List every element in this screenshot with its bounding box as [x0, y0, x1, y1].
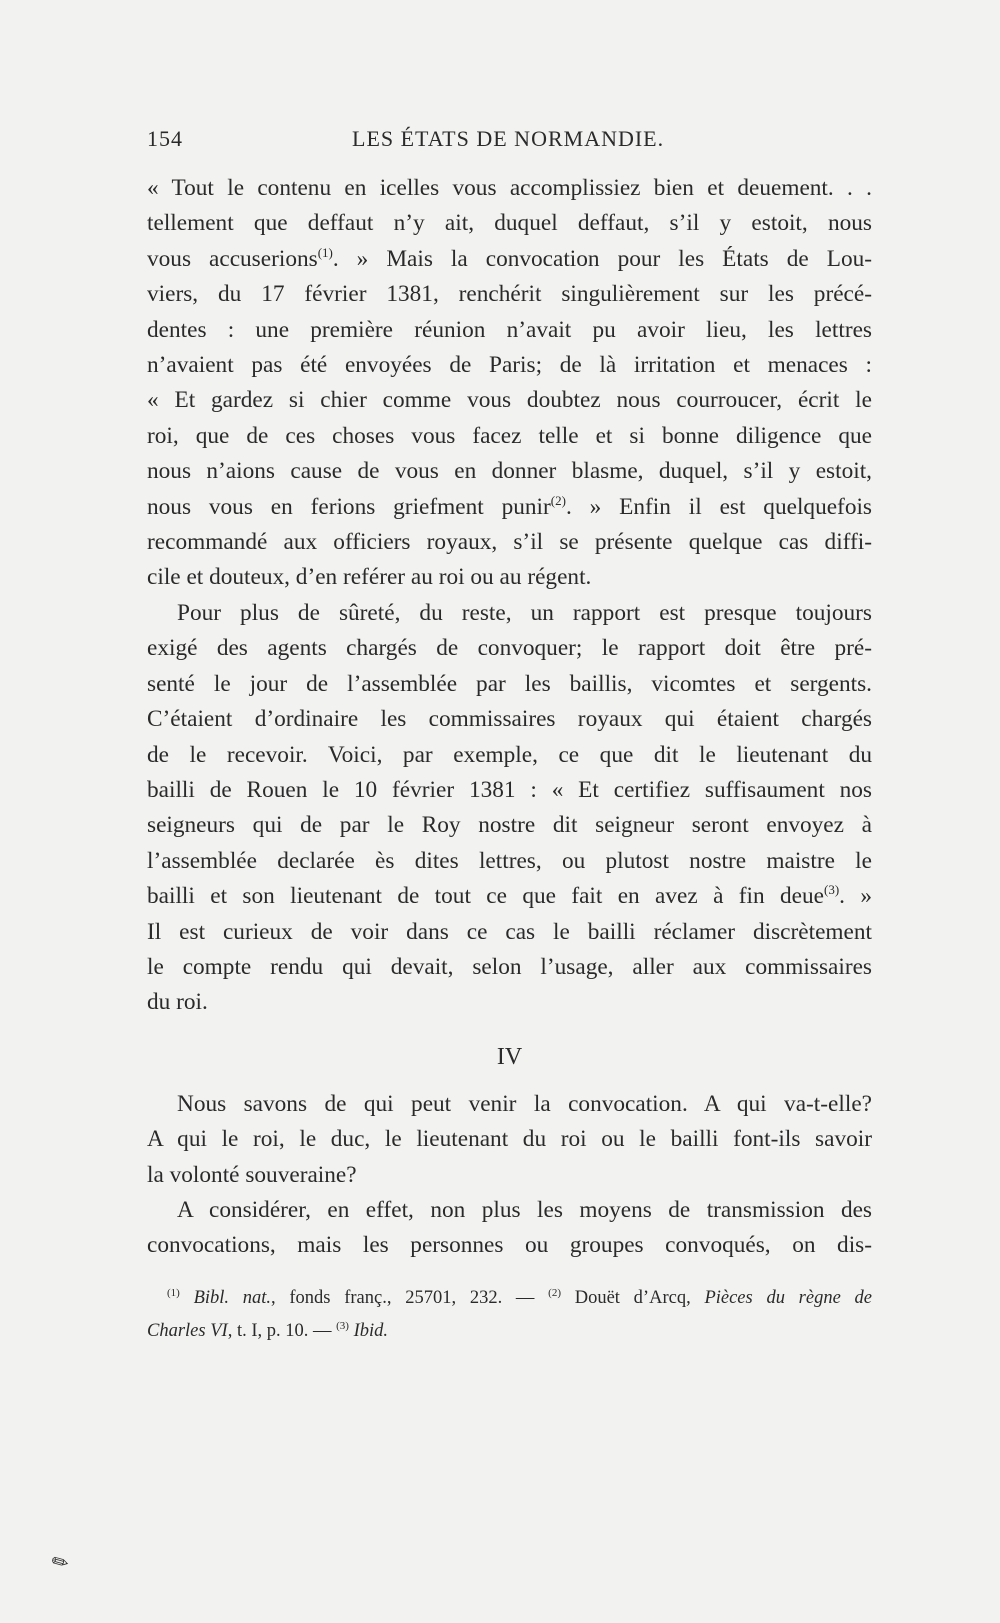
text-line: l’assemblée declarée ès dites lettres, ou plutost nostre maistre le — [147, 847, 872, 874]
text-line: exigé des agents chargés de convoquer; le rapport doit être pré- — [147, 635, 872, 662]
text-line: C’étaient d’ordinaire les commissaires royaux qui étaient chargés — [147, 706, 872, 733]
running-title: LES ÉTATS DE NORMANDIE. — [352, 126, 665, 151]
footnote-text: , fonds franç., 25701, 232. — — [271, 1288, 549, 1308]
text-fragment: vous accuserions — [147, 245, 318, 272]
footnote-line — [147, 1282, 872, 1315]
footnote-ref-1: (1) — [317, 244, 333, 260]
footnote-ref-3: (3) — [824, 882, 840, 898]
footnote-marker-1: (1) — [167, 1287, 180, 1299]
text-line: A considérer, en effet, non plus les moyens de transmission des — [177, 1196, 872, 1223]
footnote-source: Bibl. nat. — [193, 1288, 272, 1308]
text-line — [147, 490, 872, 525]
page-number: 154 — [147, 126, 183, 151]
text-line: cile et douteux, d’en reférer au roi ou au régent. — [147, 564, 592, 591]
text-fragment: . » Enfin il est quelquefois — [565, 493, 873, 520]
ink-mark: ✎ — [47, 1549, 74, 1577]
text-fragment: . » Mais la convocation pour les États de Lou- — [332, 245, 872, 272]
text-line: dentes : une première réunion n’avait pu avoir lieu, les lettres — [147, 316, 872, 343]
paragraph-4 — [147, 1193, 872, 1264]
text-line: A qui le roi, le duc, le lieutenant du roi ou le bailli font-ils savoir — [147, 1126, 872, 1153]
text-line: seigneurs qui de par le Roy nostre dit seigneur seront envoyez à — [147, 812, 872, 839]
text-fragment: . » — [839, 883, 873, 910]
footnote-title: Pièces du règne de — [704, 1288, 872, 1308]
text-line: n’avaient pas été envoyées de Paris; de là irritation et menaces : — [147, 352, 872, 379]
main-text — [147, 171, 872, 1264]
footnote-source: Ibid. — [348, 1321, 389, 1341]
text-line — [147, 879, 872, 914]
section-heading: IV — [496, 1043, 523, 1070]
footnotes — [147, 1282, 872, 1348]
footnote-text: Douët d’Arcq, — [561, 1288, 705, 1308]
paragraph-2 — [147, 596, 872, 1021]
text-line: recommandé aux officiers royaux, s’il se présente quelque cas diffi- — [147, 529, 872, 556]
footnote-marker-2: (2) — [548, 1287, 561, 1299]
text-line: tellement que deffaut n’y ait, duquel deffaut, s’il y estoit, nous — [147, 210, 872, 237]
footnote-ref-2: (2) — [550, 492, 566, 508]
text-line: de le recevoir. Voici, par exemple, ce que dit le lieutenant du — [147, 741, 872, 768]
text-line: du roi. — [147, 989, 208, 1016]
text-line: Pour plus de sûreté, du reste, un rapport est presque toujours — [177, 599, 872, 626]
text-line: « Tout le contenu en icelles vous accomplissiez bien et deuement. . . — [147, 175, 872, 201]
text-line: senté le jour de l’assemblée par les baillis, vicomtes et sergents. — [147, 670, 872, 697]
text-fragment: bailli et son lieutenant de tout ce que fait en avez à fin deue — [147, 883, 824, 910]
text-line: viers, du 17 février 1381, renchérit singulièrement sur les précé- — [147, 281, 872, 308]
text-line: Il est curieux de voir dans ce cas le bailli réclamer discrètement — [147, 918, 872, 945]
text-line: nous n’aions cause de vous en donner blasme, duquel, s’il y estoit, — [147, 458, 872, 485]
text-line: roi, que de ces choses vous facez telle et si bonne diligence que — [147, 422, 872, 449]
text-line: convocations, mais les personnes ou groupes convoqués, on dis- — [147, 1232, 872, 1259]
footnote-title: Charles VI — [147, 1321, 228, 1341]
running-header — [147, 126, 872, 158]
footnote-text: , t. I, p. 10. — — [227, 1321, 337, 1341]
text-line: bailli de Rouen le 10 février 1381 : « Et certifiez suffisaument nos — [147, 776, 872, 803]
text-line — [147, 242, 872, 277]
footnote-marker-3: (3) — [336, 1320, 349, 1332]
text-line: Nous savons de qui peut venir la convocation. A qui va-t-elle? — [177, 1090, 872, 1117]
footnote-line — [147, 1315, 872, 1348]
text-fragment: nous vous en ferions griefment punir — [147, 493, 551, 520]
text-line: la volonté souveraine? — [147, 1161, 357, 1188]
paragraph-3 — [147, 1087, 872, 1193]
text-line: le compte rendu qui devait, selon l’usage, aller aux commissaires — [147, 953, 872, 980]
paragraph-1 — [147, 171, 872, 596]
text-line: « Et gardez si chier comme vous doubtez nous courroucer, écrit le — [147, 387, 872, 414]
